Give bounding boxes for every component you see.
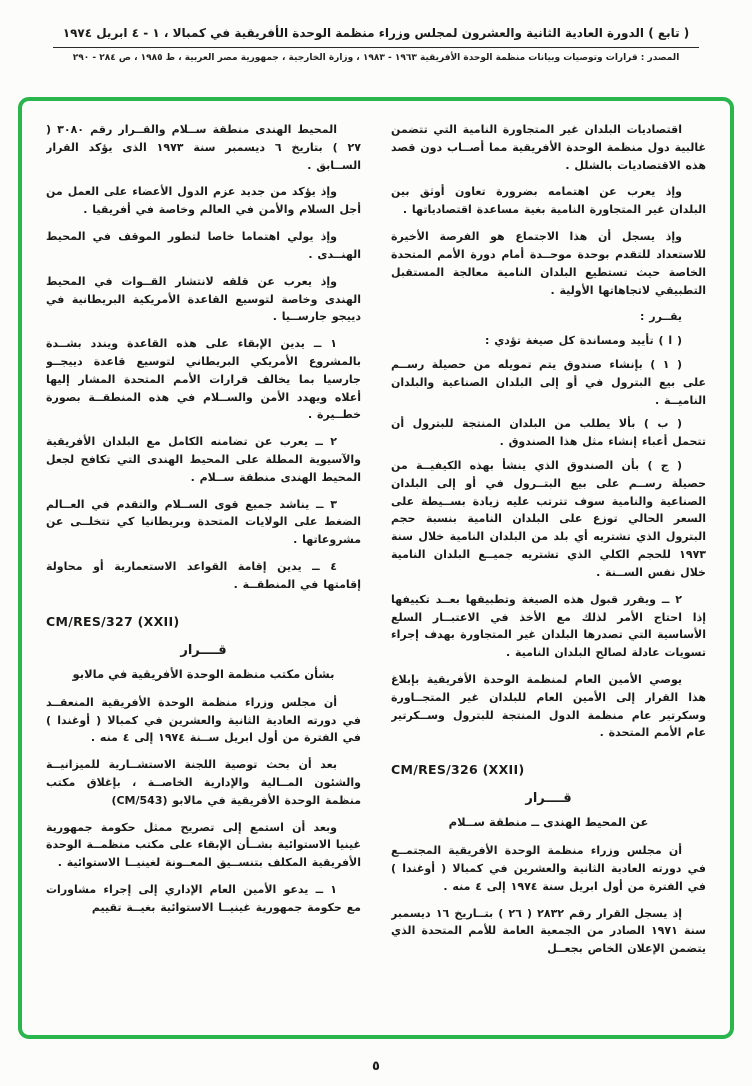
resolution-subtitle-327: بشأن مكتب منظمة الوحدة الأفريقية في مالابو xyxy=(72,666,335,681)
column-left xyxy=(46,121,361,1021)
header-source-note: المصدر : قرارات وتوصيات وبيانات منظمة الوحدة الأفريقية ١٩٦٣ - ١٩٨٣ ، وزارة الخارجية ، جمهورية مصر العربية ، ط ١٩٨٥ ، ص ٢٨٤ - ٢٩٠ xyxy=(72,53,680,63)
list-item-jim: ( ج ) بأن الصندوق الذي ينشأ بهذه الكيفيــة من حصيلة رســم على بيع البتــرول في أو إلى البلدان الصناعية والنامية سوف تترتب عليه زيادة بســيطة على السعر الحالي توزع على البلدان النامية بنسبة حجم البترول الذي تشتريه أي بلد من البلدان النامية خلال سنة ١٩٧٣ للحجم الكلي الذي تشتريه جميــع البلدان النامية خلال نفس الســنة . xyxy=(391,459,706,579)
paragraph-invites-327: ١ ــ يدعو الأمين العام الإداري إلى إجراء مشاورات مع حكومة جمهورية غينيــا الاستوائية بغيــة تقييم xyxy=(46,883,361,914)
list-item-ba: ( ب ) بألا يطلب من البلدان المنتجة للبترول أن تتحمل أعباء إنشاء مثل هذا الصندوق . xyxy=(391,417,706,449)
resolution-subtitle-326: عن المحيط الهندى ــ منطقة ســلام xyxy=(448,815,649,830)
two-column-layout xyxy=(46,121,706,1021)
column-right xyxy=(391,121,706,1021)
paragraph-committee-327: بعد أن بحث توصية اللجنة الاستشــارية للميزانيــة والشئون المــالية والإدارية الخاصــة ، بإغلاق مكتب منظمة الوحدة الأفريقية في مالابو (CM/543) xyxy=(46,758,361,807)
paragraph-continuation: اقتصاديات البلدان غير المتجاورة النامية التي تتضمن غالبية دول منظمة الوحدة الأفريقية مما أصــاب دون قصد هذه الاقتصاديات بالشلل . xyxy=(391,123,706,172)
list-item-alef: ( ا ) تأييد ومساندة كل صيغة تؤدي : xyxy=(484,334,682,348)
page-header xyxy=(0,0,752,63)
paragraph-statement-327: وبعد أن استمع إلى تصريح ممثل حكومة جمهورية غينيا الاستوائية بشــأن الإبقاء على مكتب منظمــة الوحدة الأفريقية المكلف بتنســيق المعــونة لغينيــا الاستوائية . xyxy=(46,820,361,870)
paragraph-cooperation: وإذ يعرب عن اهتمامه بضرورة تعاون أوثق بين البلدان غير المتجاورة النامية بغية مساعدة اقتصادياتها . xyxy=(391,185,706,217)
header-session-title: ( تابع ) الدورة العادية الثانية والعشرون لمجلس وزراء منظمة الوحدة الأفريقية في كمبالا ، ١ - ٤ ابريل ١٩٧٤ xyxy=(62,26,690,40)
paragraph-decides: يقــرر : xyxy=(640,310,682,324)
paragraph-continuation-left: المحيط الهندى منطقة ســلام والقــرار رقم ٣٠٨٠ ( ٢٧ ) بتاريخ ٦ ديسمبر سنة ١٩٧٣ الذى يؤكد القرار الســابق . xyxy=(46,123,361,172)
paragraph-point-three: ٣ ــ يناشد جميع قوى الســلام والتقدم في العــالم الضغط على الولايات المتحدة وبريطانيا كي تتخلــى عن مشروعاتها . xyxy=(46,497,361,547)
paragraph-recommend: يوصي الأمين العام لمنظمة الوحدة الأفريقية بإبلاغ هذا القرار إلى الأمين العام للبلدان غير المتجــاورة وسكرتير عام منظمة الدول المنتجة للبترول وســكرتير عام الأمم المتحدة . xyxy=(391,672,706,740)
paragraph-council-326: أن مجلس وزراء منظمة الوحدة الأفريقية المجتمــع في دورته العادية الثانية والعشرين في كمبالا ( أوغندا ) في الفترة من أول ابريل سنة ١٩٧٤ إلى ٤ منه . xyxy=(391,844,706,893)
paragraph-two: ٢ ــ ويقرر قبول هذه الصيغة وتطبيقها بعــد تكييفها إذا احتاج الأمر لذلك مع الأخذ في الاعتبــار السلع الأساسية التي تصدرها البلدان غير المتجاورة بهدف إجراء تسويات عادلة لصالح البلدان النامية . xyxy=(391,592,706,660)
content-frame xyxy=(18,97,734,1039)
paragraph-point-four: ٤ ــ يدين إقامة القواعد الاستعمارية أو محاولة إقامتها في المنطقــة . xyxy=(46,560,361,591)
paragraph-recalling-326: إذ يسجل القرار رقم ٢٨٣٢ ( ٢٦ ) بتــاريخ ١٦ ديسمبر سنة ١٩٧١ الصادر من الجمعية العامة للأمم المتحدة الذي يتضمن الإعلان الخاص بجعــل xyxy=(391,906,706,956)
list-item-one: ( ١ ) بإنشاء صندوق يتم تمويله من حصيلة رســم على بيع البترول في أو إلى البلدان الصناعية والبلدان الناميــة . xyxy=(391,357,706,407)
resolution-code-327: CM/RES/327 (XXII) xyxy=(46,613,180,629)
paragraph-point-one: ١ ــ يدين الإبقاء على هذه القاعدة ويندد بشــدة بالمشروع الأمريكي البريطاني لتوسيع قاعدة دييجــو جارسيا بما يخالف قرارات الأمم المتحدة المشار إليها أعلاه ويهدد الأمن والســلام في هذه المنطقــة بصورة خطــيرة . xyxy=(46,337,361,422)
paragraph-reaffirm: وإذ يؤكد من جديد عزم الدول الأعضاء على العمل من أجل السلام والأمن في العالم وخاصة في أفريقيا . xyxy=(46,185,361,217)
resolution-code-326: CM/RES/326 (XXII) xyxy=(391,762,525,778)
paragraph-concern: وإذ يعرب عن قلقه لانتشار القــوات في المحيط الهندى وخاصة لتوسيع القاعدة الأمريكية البريطانية في دييجو جارســيا . xyxy=(46,274,361,324)
paragraph-meeting: وإذ يسجل أن هذا الاجتماع هو الفرصة الأخيرة للاستعداد للتقدم بوحدة موحــدة أمام دورة الأمم المتحدة الخاصة حيث تستطيع البلدان النامية معالجة المستقبل التطبيقي لاتجاهاتها الأولية . xyxy=(391,230,706,297)
paragraph-council-327: أن مجلس وزراء منظمة الوحدة الأفريقية المنعقــد في دورته العادية الثانية والعشرين في كمبالا ( أوغندا ) في الفترة من أول ابريل ســنة ١٩٧٤ إلى ٤ منه . xyxy=(46,695,361,745)
resolution-title-327: قــــرار xyxy=(180,642,227,658)
resolution-title-326: قــــرار xyxy=(525,791,572,807)
page-number: ٥ xyxy=(372,1059,380,1074)
paragraph-point-two: ٢ ــ يعرب عن تضامنه الكامل مع البلدان الأفريقية والآسيوية المطلة على المحيط الهندى التي تكافح لجعل المحيط الهندى منطقة ســلام . xyxy=(46,435,361,484)
header-divider xyxy=(53,47,699,48)
paragraph-attention: وإذ يولي اهتماما خاصا لتطور الموقف في المحيط الهنــدى . xyxy=(46,230,361,261)
